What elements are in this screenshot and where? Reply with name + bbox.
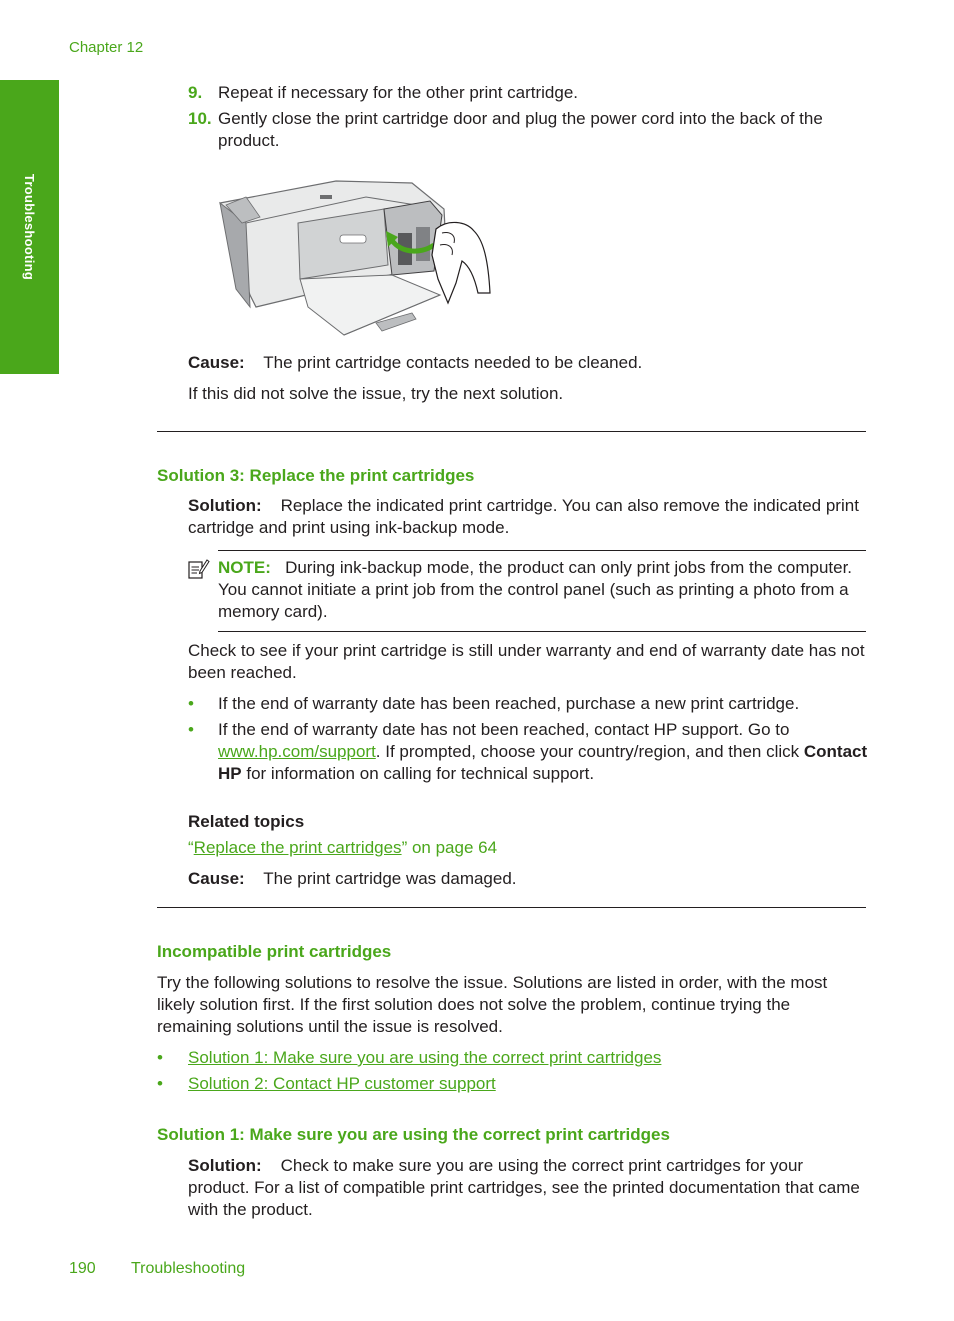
cause-label: Cause: [188, 869, 245, 888]
list-item [157, 1073, 868, 1095]
quote-open: “ [188, 838, 194, 857]
note-text-block [218, 557, 866, 623]
bullet-glyph: • [188, 720, 194, 739]
note-label: NOTE: [218, 558, 271, 577]
cause-label: Cause: [188, 353, 245, 372]
chapter-label: Chapter 12 [69, 39, 144, 56]
side-tab [0, 80, 59, 374]
step-number: 9. [188, 83, 203, 102]
solution-text: Check to make sure you are using the correct print cartridges for your product. For a list of compatible print cartridges, see the printed documentation that came with the product. [188, 1156, 860, 1219]
list-item [157, 1047, 868, 1069]
replace-cartridges-link[interactable]: Replace the print cartridges [193, 838, 402, 857]
list-item [188, 719, 868, 785]
cause-line [188, 868, 868, 890]
contact-hp-label: Contact HP [218, 742, 868, 783]
step-number: 10. [188, 109, 212, 128]
related-topics-heading: Related topics [188, 812, 305, 831]
hp-support-link[interactable]: www.hp.com/support [218, 742, 376, 761]
next-solution-text: If this did not solve the issue, try the next solution. [188, 384, 564, 403]
step-text: Repeat if necessary for the other print cartridge. [218, 83, 579, 102]
list-item [188, 693, 868, 715]
step-10 [188, 108, 868, 152]
bullet-glyph: • [157, 1048, 163, 1067]
solution1-heading: Solution 1: Make sure you are using the correct print cartridges [157, 1125, 670, 1144]
section-divider [157, 431, 866, 432]
page-reference: ” on page 64 [401, 838, 498, 857]
bullet-glyph: • [188, 694, 194, 713]
cause-line [188, 352, 868, 374]
bullet-text-part: If the end of warranty date has not been reached, contact HP support. Go to [218, 720, 790, 739]
solution2-link[interactable]: Solution 2: Contact HP customer support [188, 1074, 496, 1093]
printer-cartridge-door-illustration [216, 175, 498, 341]
incompatible-intro: Try the following solutions to resolve the issue. Solutions are listed in order, with the most likely solution first. If the first solution does not solve the problem, continue trying the remaining solutions until the issue is resolved. [157, 973, 828, 1036]
page-number: 190 [69, 1260, 96, 1277]
solution3-heading: Solution 3: Replace the print cartridges [157, 466, 475, 485]
note-text: During ink-backup mode, the product can only print jobs from the computer. You cannot initiate a print job from the control panel (such as printing a photo from a memory card). [218, 558, 853, 621]
warranty-text: Check to see if your print cartridge is still under warranty and end of warranty date has not been reached. [188, 641, 865, 682]
note-icon [186, 557, 210, 581]
incompatible-heading: Incompatible print cartridges [157, 942, 392, 961]
footer-section-label: Troubleshooting [131, 1260, 246, 1277]
step-9 [188, 82, 868, 104]
related-topic-link-line [188, 837, 868, 859]
side-tab-label: Troubleshooting [22, 173, 37, 281]
cause-text: The print cartridge was damaged. [263, 869, 517, 888]
cause-text: The print cartridge contacts needed to be cleaned. [263, 353, 643, 372]
solution1-body [188, 1155, 868, 1221]
solution-label: Solution: [188, 496, 262, 515]
bullet-glyph: • [157, 1074, 163, 1093]
bullet-text [218, 719, 868, 785]
solution1-link[interactable]: Solution 1: Make sure you are using the correct print cartridges [188, 1048, 662, 1067]
solution-text: Replace the indicated print cartridge. You can also remove the indicated print cartridge and print using ink-backup mode. [188, 496, 859, 537]
bullet-text-part: for information on calling for technical support. [246, 764, 595, 783]
bullet-text: If the end of warranty date has been reached, purchase a new print cartridge. [218, 694, 800, 713]
bullet-text-part: . If prompted, choose your country/region, and then click [375, 742, 800, 761]
solution3-body [188, 495, 868, 539]
step-text: Gently close the print cartridge door and plug the power cord into the back of the product. [218, 109, 823, 150]
section-divider [157, 907, 866, 908]
solution-label: Solution: [188, 1156, 262, 1175]
